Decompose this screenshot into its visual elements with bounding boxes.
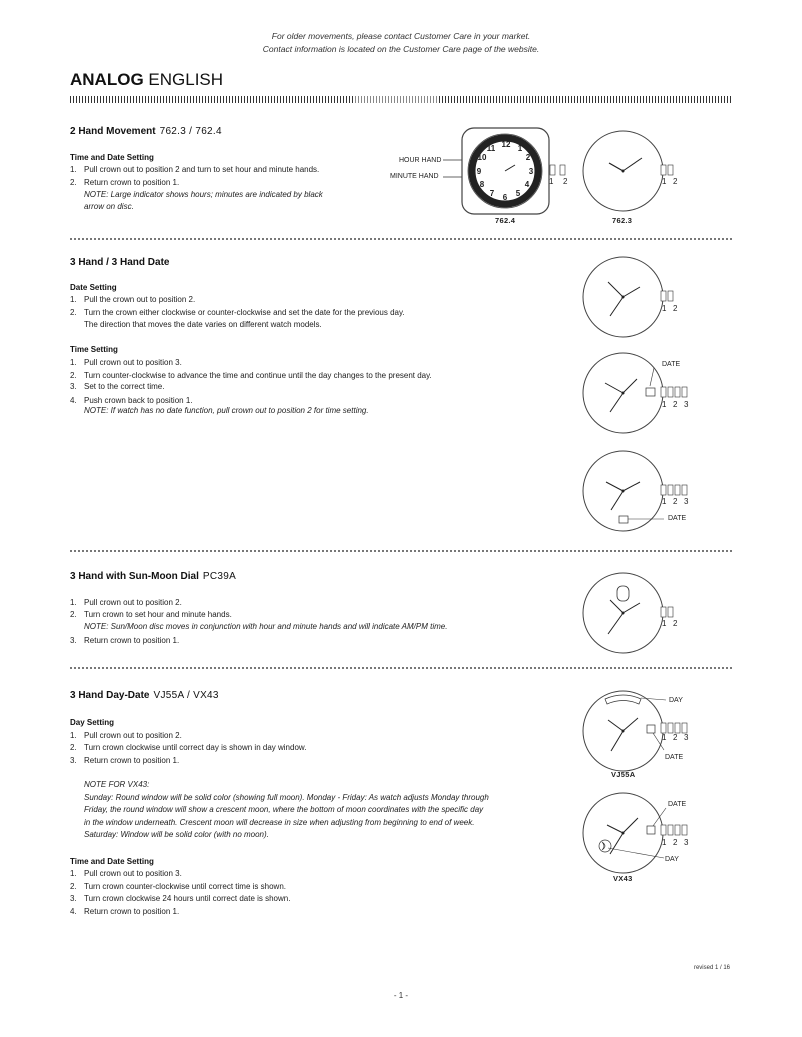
step-item: 1. Pull crown out to position 2 and turn to set hour and minute hands. xyxy=(70,165,320,174)
crown-position-2: 2 xyxy=(673,619,678,628)
step-item: 2. Turn the crown either clockwise or counter-clockwise and set the date for the previous day. xyxy=(70,308,405,317)
subheading: Day Setting xyxy=(70,718,115,727)
section-model: 762.3 / 762.4 xyxy=(159,126,222,137)
crown-position-1: 1 xyxy=(662,400,667,409)
note-line: arrow on disc. xyxy=(84,202,134,211)
hour-hand-label: HOUR HAND xyxy=(399,157,442,164)
notice-line-1: For older movements, please contact Customer Care in your market. xyxy=(271,31,531,41)
watch-3-hand-date-bottom-illustration xyxy=(580,448,700,538)
page-title xyxy=(70,70,223,90)
revised-date: revised 1 / 16 xyxy=(693,965,730,971)
title-bold: ANALOG xyxy=(70,70,144,89)
svg-text:1: 1 xyxy=(517,144,523,153)
svg-text:8: 8 xyxy=(479,180,485,189)
watch-3-hand-date-illustration xyxy=(580,350,700,440)
section-2-hand-title xyxy=(70,125,222,139)
day-label: DAY xyxy=(665,856,679,863)
watch-vj55a-illustration xyxy=(580,688,700,778)
crown-position-1: 1 xyxy=(662,497,667,506)
section-3-hand-title xyxy=(70,256,169,270)
section-sun-moon-title xyxy=(70,570,236,584)
subheading: Time Setting xyxy=(70,345,118,354)
section-divider xyxy=(70,550,732,552)
section-title-text: 3 Hand / 3 Hand Date xyxy=(70,257,170,268)
section-title-text: 3 Hand Day-Date xyxy=(70,690,150,701)
step-item: 1. Pull the crown out to position 2. xyxy=(70,295,196,304)
section-model: VJ55A / VX43 xyxy=(153,690,219,701)
crown-position-3: 3 xyxy=(684,733,689,742)
svg-text:5: 5 xyxy=(515,189,521,198)
step-item: 1. Pull crown out to position 3. xyxy=(70,869,182,878)
subheading: Time and Date Setting xyxy=(70,153,154,162)
watch-762-4-illustration xyxy=(440,125,570,220)
crown-position-3: 3 xyxy=(684,838,689,847)
step-item: 4. Push crown back to position 1. xyxy=(70,396,193,405)
date-label: DATE xyxy=(668,801,687,808)
crown-position-1: 1 xyxy=(662,838,667,847)
crown-position-2: 2 xyxy=(673,733,678,742)
note-line: NOTE: If watch has no date function, pull crown out to position 2 for time setting. xyxy=(84,406,369,415)
step-item: 2. Return crown to position 1. xyxy=(70,178,180,187)
title-rest: ENGLISH xyxy=(143,70,224,89)
crown-position-2: 2 xyxy=(673,177,678,186)
section-model: PC39A xyxy=(202,571,237,582)
step-item: 3. Set to the correct time. xyxy=(70,382,165,391)
crown-position-2: 2 xyxy=(673,304,678,313)
note-line: Friday, the round window will show a crescent moon, where the bottom of moon coordinates with the specific day xyxy=(84,805,484,814)
section-divider xyxy=(70,667,732,669)
step-item: 3. Turn crown clockwise 24 hours until correct date is shown. xyxy=(70,894,291,903)
note-title: NOTE FOR VX43: xyxy=(84,780,150,789)
step-continuation: The direction that moves the date varies on different watch models. xyxy=(84,320,322,329)
watch-vx43-illustration xyxy=(580,790,700,880)
watch-762-3-illustration xyxy=(580,128,690,218)
section-title-text: 3 Hand with Sun-Moon Dial xyxy=(70,571,199,582)
step-item: 2. Turn crown to set hour and minute hands. xyxy=(70,610,232,619)
title-rule-light xyxy=(355,96,437,103)
svg-text:7: 7 xyxy=(489,189,495,198)
date-label: DATE xyxy=(662,361,681,368)
crown-position-1: 1 xyxy=(662,619,667,628)
crown-position-2: 2 xyxy=(673,497,678,506)
crown-position-2: 2 xyxy=(673,400,678,409)
caption-762-4: 762.4 xyxy=(495,216,516,225)
svg-text:4: 4 xyxy=(524,180,530,189)
crown-position-1: 1 xyxy=(662,304,667,313)
svg-text:2: 2 xyxy=(525,153,531,162)
step-item: 1. Pull crown out to position 3. xyxy=(70,358,182,367)
step-item: 3. Return crown to position 1. xyxy=(70,636,180,645)
svg-text:11: 11 xyxy=(486,144,496,153)
svg-text:9: 9 xyxy=(476,167,482,176)
step-item: 1. Pull crown out to position 2. xyxy=(70,731,182,740)
crown-position-1: 1 xyxy=(662,177,667,186)
crown-position-1: 1 xyxy=(662,733,667,742)
caption-762-3: 762.3 xyxy=(612,216,633,225)
note-line: Saturday: Window will be solid color (with no moon). xyxy=(84,830,269,839)
step-item: 3. Return crown to position 1. xyxy=(70,756,180,765)
section-day-date-title xyxy=(70,689,219,703)
day-label: DAY xyxy=(669,697,683,704)
step-item: 2. Turn counter-clockwise to advance the time and continue until the day changes to the present day. xyxy=(70,371,432,380)
watch-3-hand-illustration xyxy=(580,254,690,344)
subheading: Date Setting xyxy=(70,283,117,292)
step-item: 1. Pull crown out to position 2. xyxy=(70,598,182,607)
svg-text:6: 6 xyxy=(502,193,508,202)
note-line: NOTE: Sun/Moon disc moves in conjunction with hour and minute hands and will indicate AM/PM time. xyxy=(84,622,448,631)
step-item: 2. Turn crown clockwise until correct day is shown in day window. xyxy=(70,743,307,752)
note-line: in the window underneath. Crescent moon will decrease in size when adjusting from beginning to end of week. xyxy=(84,818,475,827)
minute-hand-label: MINUTE HAND xyxy=(390,173,439,180)
date-label: DATE xyxy=(668,515,687,522)
svg-text:12: 12 xyxy=(501,140,511,149)
note-line: NOTE: Large indicator shows hours; minutes are indicated by black xyxy=(84,190,323,199)
crown-position-3: 3 xyxy=(684,400,689,409)
notice-line-2: Contact information is located on the Customer Care page of the website. xyxy=(262,44,540,54)
section-divider xyxy=(70,238,732,240)
crown-position-2: 2 xyxy=(563,177,568,186)
date-label: DATE xyxy=(665,754,684,761)
crown-position-2: 2 xyxy=(673,838,678,847)
subheading: Time and Date Setting xyxy=(70,857,154,866)
caption-vx43: VX43 xyxy=(613,874,633,883)
page-number: - 1 - xyxy=(393,991,409,1000)
step-item: 2. Turn crown counter-clockwise until correct time is shown. xyxy=(70,882,286,891)
note-line: Sunday: Round window will be solid color (showing full moon). Monday - Friday: As watch adjusts Monday through xyxy=(84,793,489,802)
svg-text:3: 3 xyxy=(528,167,534,176)
crown-position-3: 3 xyxy=(684,497,689,506)
watch-sun-moon-illustration xyxy=(580,570,690,660)
crown-position-1: 1 xyxy=(549,177,554,186)
step-item: 4. Return crown to position 1. xyxy=(70,907,180,916)
caption-vj55a: VJ55A xyxy=(611,770,636,779)
svg-text:10: 10 xyxy=(477,153,487,162)
section-title-text: 2 Hand Movement xyxy=(70,126,156,137)
